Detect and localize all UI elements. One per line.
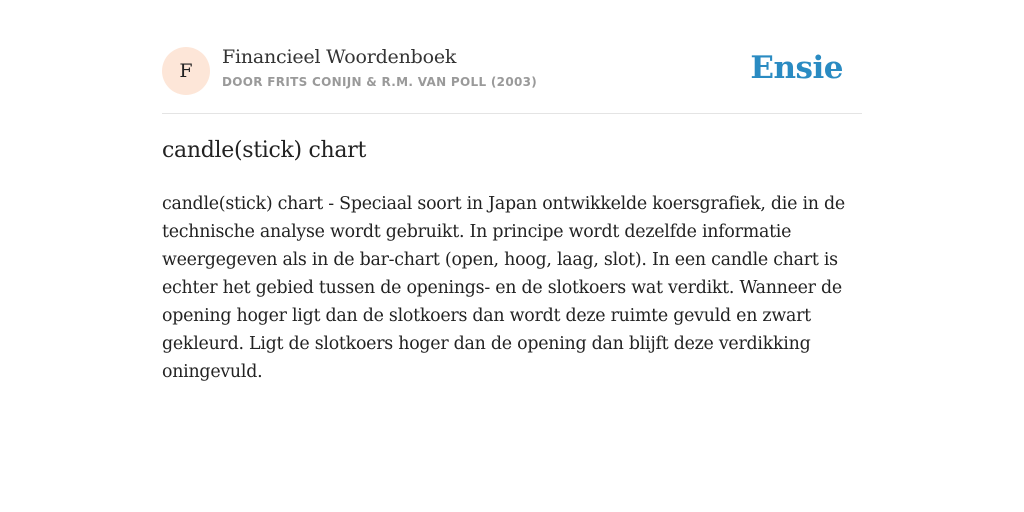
entry-definition: candle(stick) chart - Speciaal soort in Japan ontwikkelde koersgrafiek, die in de technische analyse wordt gebruikt. In principe wordt dezelfde informatie weergegeven als in de bar-chart (open, hoog, laag, slot). In een candle chart is echter het gebied tussen de openings- en de slotkoers wat verdikt. Wanneer de opening hoger ligt dan de slotkoers dan wordt deze ruimte gevuld en zwart gekleurd. Ligt de slotkoers hoger dan de opening dan blijft deze verdikking oningevuld. [162,194,845,382]
entry-term: candle(stick) chart [162,138,366,163]
dictionary-avatar[interactable]: F [162,47,210,95]
dictionary-header [162,46,862,96]
header-divider [162,113,862,114]
dictionary-author: DOOR FRITS CONIJN & R.M. VAN POLL (2003) [222,75,538,89]
dictionary-title[interactable]: Financieel Woordenboek [222,46,457,68]
ensie-logo[interactable]: Ensie [750,50,843,86]
